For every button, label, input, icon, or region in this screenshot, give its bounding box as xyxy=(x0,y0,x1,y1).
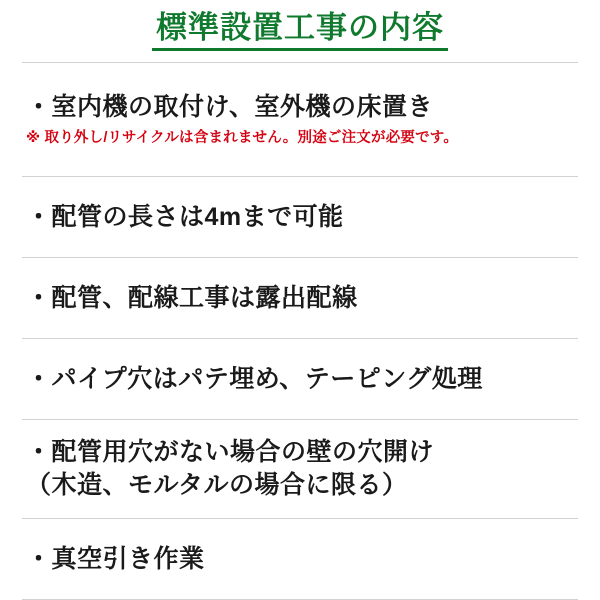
list-item xyxy=(22,338,578,419)
page-title: 標準設置工事の内容 xyxy=(152,11,448,51)
page-title-area xyxy=(22,0,578,62)
list-item xyxy=(22,62,578,176)
list-item-label: ・配管用穴がない場合の壁の穴開け xyxy=(26,438,435,467)
list-item xyxy=(22,518,578,600)
list-item-label: ・室内機の取付け、室外機の床置き xyxy=(26,93,434,122)
list-item-note: ※ 取り外し/リサイクルは含まれません。別途ご注文が必要です。 xyxy=(26,130,459,147)
list-item-label: ・パイプ穴はパテ埋め、テーピング処理 xyxy=(26,364,483,393)
list-item xyxy=(22,257,578,338)
list-item-label: ・配管の長さは4mまで可能 xyxy=(26,202,344,231)
list-item xyxy=(22,419,578,518)
installation-items-list xyxy=(22,62,578,600)
list-item-label-second-line: （木造、モルタルの場合に限る） xyxy=(26,471,408,500)
list-item-label: ・配管、配線工事は露出配線 xyxy=(26,283,358,312)
list-item-label: ・真空引き作業 xyxy=(26,544,205,573)
list-item xyxy=(22,176,578,257)
